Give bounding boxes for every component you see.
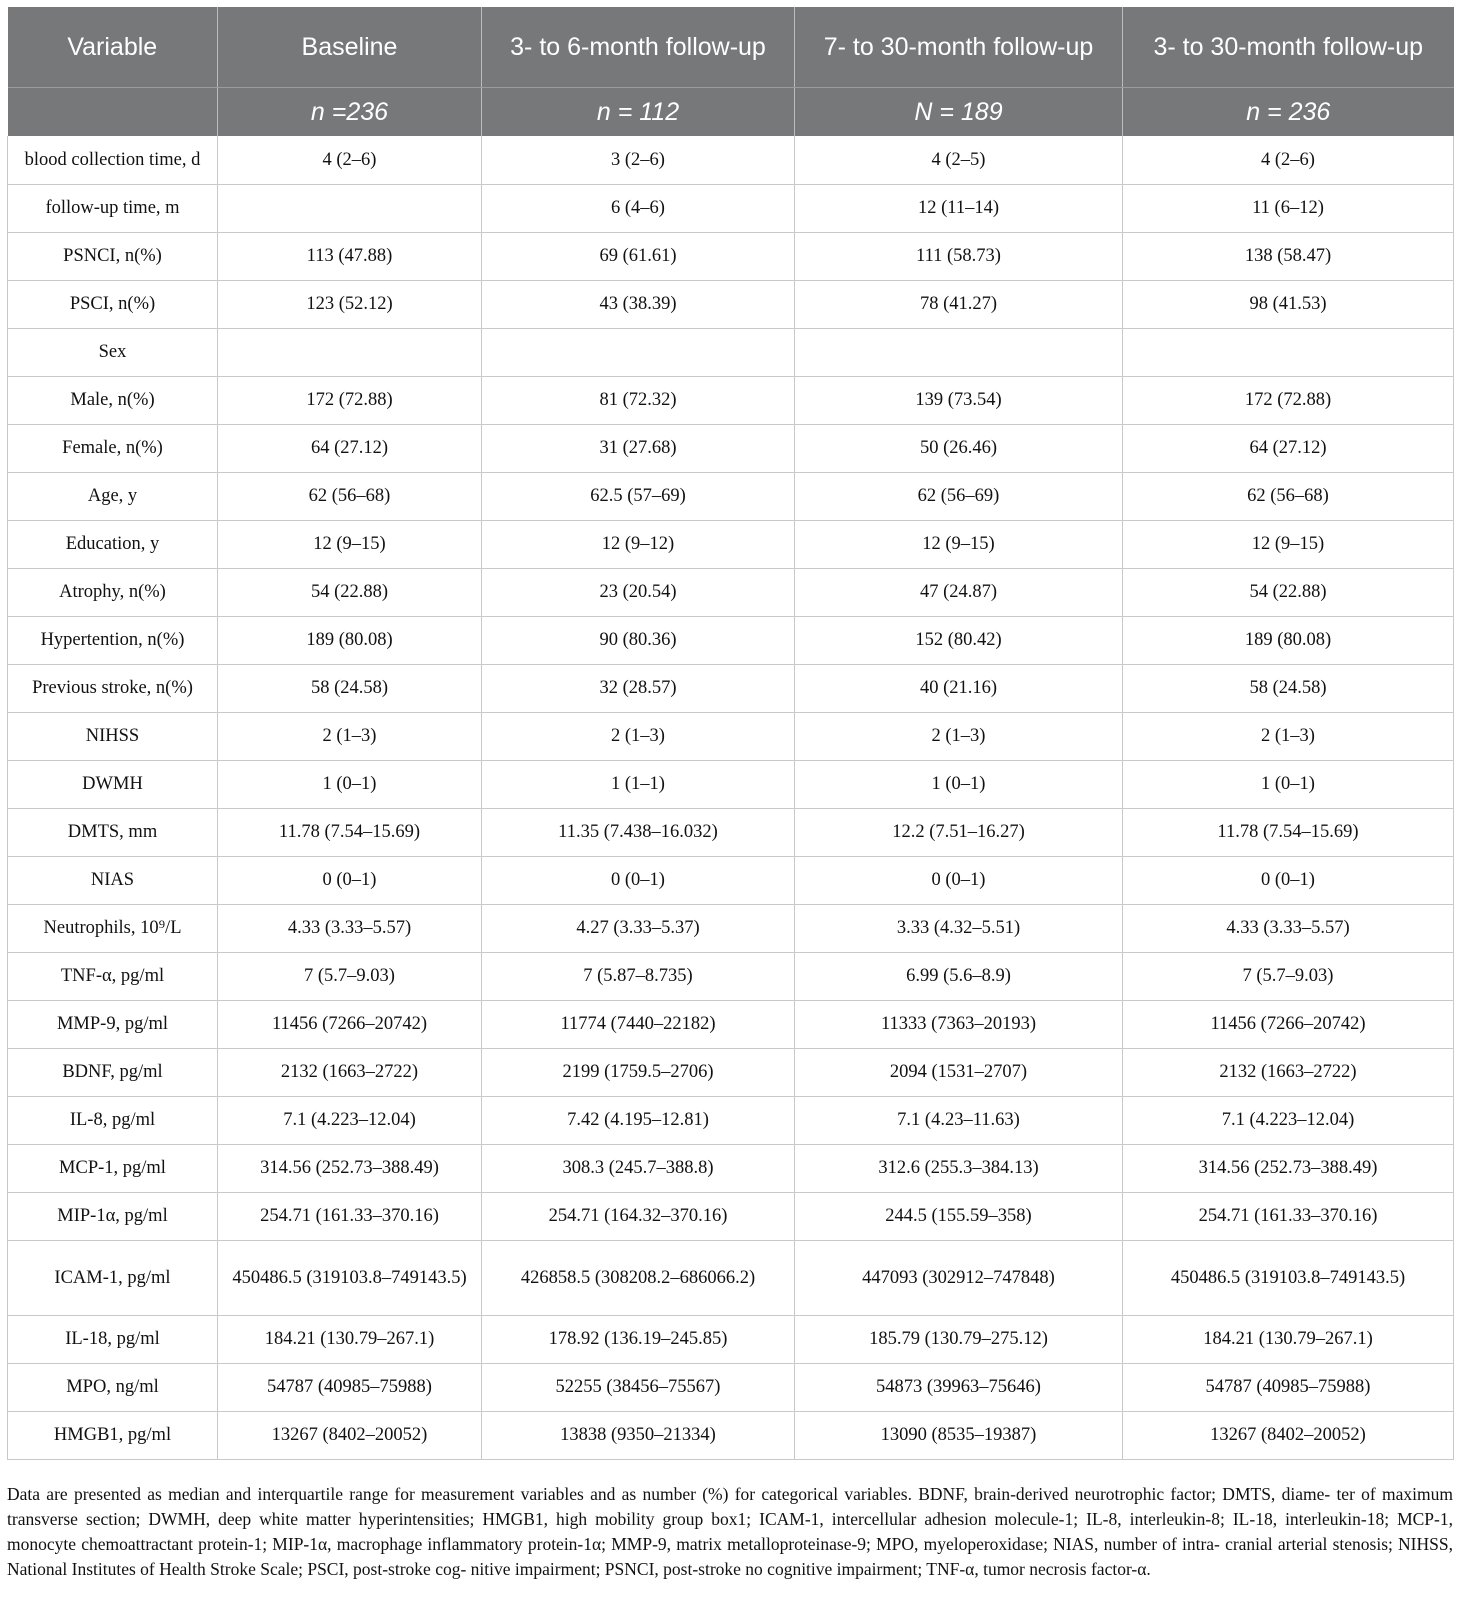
table-cell: 189 (80.08) bbox=[1123, 616, 1454, 664]
table-cell: 12 (9–15) bbox=[218, 520, 482, 568]
table-row bbox=[8, 376, 1454, 424]
table-row bbox=[8, 952, 1454, 1000]
row-label: MPO, ng/ml bbox=[8, 1363, 218, 1411]
table-row bbox=[8, 1000, 1454, 1048]
table-row bbox=[8, 1096, 1454, 1144]
table-cell: 0 (0–1) bbox=[795, 856, 1123, 904]
row-label: Female, n(%) bbox=[8, 424, 218, 472]
table-cell: 254.71 (161.33–370.16) bbox=[1123, 1192, 1454, 1240]
table-cell: 254.71 (164.32–370.16) bbox=[482, 1192, 795, 1240]
table-cell: 4.33 (3.33–5.57) bbox=[1123, 904, 1454, 952]
table-header bbox=[8, 7, 1454, 136]
table-cell: 40 (21.16) bbox=[795, 664, 1123, 712]
table-cell: 184.21 (130.79–267.1) bbox=[1123, 1315, 1454, 1363]
table-cell: 2094 (1531–2707) bbox=[795, 1048, 1123, 1096]
table-cell: 98 (41.53) bbox=[1123, 280, 1454, 328]
row-label: IL-8, pg/ml bbox=[8, 1096, 218, 1144]
table-cell: 7.1 (4.23–11.63) bbox=[795, 1096, 1123, 1144]
table-cell: 12 (9–15) bbox=[1123, 520, 1454, 568]
row-label: DMTS, mm bbox=[8, 808, 218, 856]
table-cell: 13090 (8535–19387) bbox=[795, 1411, 1123, 1459]
table-cell: 450486.5 (319103.8–749143.5) bbox=[1123, 1240, 1454, 1315]
row-label: ICAM-1, pg/ml bbox=[8, 1240, 218, 1315]
table-cell: 4 (2–5) bbox=[795, 136, 1123, 184]
column-header-3-6-month: 3- to 6-month follow-up bbox=[482, 7, 795, 88]
table-cell: 54787 (40985–75988) bbox=[218, 1363, 482, 1411]
table-row bbox=[8, 520, 1454, 568]
row-label: PSNCI, n(%) bbox=[8, 232, 218, 280]
table-cell bbox=[1123, 328, 1454, 376]
table-row bbox=[8, 664, 1454, 712]
table-cell: 314.56 (252.73–388.49) bbox=[218, 1144, 482, 1192]
table-cell: 450486.5 (319103.8–749143.5) bbox=[218, 1240, 482, 1315]
table-row bbox=[8, 808, 1454, 856]
column-header-baseline: Baseline bbox=[218, 7, 482, 88]
table-cell: 2199 (1759.5–2706) bbox=[482, 1048, 795, 1096]
table-cell: 1 (0–1) bbox=[218, 760, 482, 808]
table-cell: 123 (52.12) bbox=[218, 280, 482, 328]
row-label: Neutrophils, 10⁹/L bbox=[8, 904, 218, 952]
table-cell: 11 (6–12) bbox=[1123, 184, 1454, 232]
table-cell: 54873 (39963–75646) bbox=[795, 1363, 1123, 1411]
table-cell: 308.3 (245.7–388.8) bbox=[482, 1144, 795, 1192]
table-cell: 4 (2–6) bbox=[218, 136, 482, 184]
table-row bbox=[8, 424, 1454, 472]
table-cell: 78 (41.27) bbox=[795, 280, 1123, 328]
table-cell: 185.79 (130.79–275.12) bbox=[795, 1315, 1123, 1363]
table-cell bbox=[482, 328, 795, 376]
table-cell: 47 (24.87) bbox=[795, 568, 1123, 616]
table-cell: 62 (56–68) bbox=[218, 472, 482, 520]
table-row bbox=[8, 712, 1454, 760]
table-cell: 172 (72.88) bbox=[218, 376, 482, 424]
table-cell: 69 (61.61) bbox=[482, 232, 795, 280]
column-header-3-30-month: 3- to 30-month follow-up bbox=[1123, 7, 1454, 88]
table-cell: 113 (47.88) bbox=[218, 232, 482, 280]
table-body bbox=[8, 136, 1454, 1459]
table-cell bbox=[218, 184, 482, 232]
table-cell: 12.2 (7.51–16.27) bbox=[795, 808, 1123, 856]
table-cell: 11.35 (7.438–16.032) bbox=[482, 808, 795, 856]
row-label: Male, n(%) bbox=[8, 376, 218, 424]
table-cell: 12 (9–12) bbox=[482, 520, 795, 568]
row-label: NIAS bbox=[8, 856, 218, 904]
table-cell: 2 (1–3) bbox=[482, 712, 795, 760]
sample-size-empty-cell bbox=[8, 88, 218, 137]
column-header-7-30-month: 7- to 30-month follow-up bbox=[795, 7, 1123, 88]
table-row bbox=[8, 328, 1454, 376]
row-label: blood collection time, d bbox=[8, 136, 218, 184]
row-label: MIP-1α, pg/ml bbox=[8, 1192, 218, 1240]
table-cell: 64 (27.12) bbox=[1123, 424, 1454, 472]
row-label: Age, y bbox=[8, 472, 218, 520]
table-cell: 12 (11–14) bbox=[795, 184, 1123, 232]
table-row bbox=[8, 616, 1454, 664]
row-label: DWMH bbox=[8, 760, 218, 808]
table-cell bbox=[218, 328, 482, 376]
table-cell: 11.78 (7.54–15.69) bbox=[218, 808, 482, 856]
table-row bbox=[8, 760, 1454, 808]
table-cell: 90 (80.36) bbox=[482, 616, 795, 664]
table-cell: 23 (20.54) bbox=[482, 568, 795, 616]
table-cell: 64 (27.12) bbox=[218, 424, 482, 472]
row-label: MCP-1, pg/ml bbox=[8, 1144, 218, 1192]
row-label: TNF-α, pg/ml bbox=[8, 952, 218, 1000]
sample-size-baseline: n =236 bbox=[218, 88, 482, 137]
table-cell: 0 (0–1) bbox=[218, 856, 482, 904]
table-cell: 11333 (7363–20193) bbox=[795, 1000, 1123, 1048]
table-row bbox=[8, 1411, 1454, 1459]
table-cell bbox=[795, 328, 1123, 376]
row-label: Atrophy, n(%) bbox=[8, 568, 218, 616]
table-cell: 13267 (8402–20052) bbox=[218, 1411, 482, 1459]
table-cell: 7.42 (4.195–12.81) bbox=[482, 1096, 795, 1144]
header-row bbox=[8, 7, 1454, 88]
table-cell: 4 (2–6) bbox=[1123, 136, 1454, 184]
table-cell: 178.92 (136.19–245.85) bbox=[482, 1315, 795, 1363]
table-cell: 3.33 (4.32–5.51) bbox=[795, 904, 1123, 952]
table-cell: 52255 (38456–75567) bbox=[482, 1363, 795, 1411]
sample-size-3-6-month: n = 112 bbox=[482, 88, 795, 137]
table-cell: 43 (38.39) bbox=[482, 280, 795, 328]
table-cell: 3 (2–6) bbox=[482, 136, 795, 184]
sample-size-row bbox=[8, 88, 1454, 137]
column-header-variable: Variable bbox=[8, 7, 218, 88]
table-cell: 6 (4–6) bbox=[482, 184, 795, 232]
row-label: HMGB1, pg/ml bbox=[8, 1411, 218, 1459]
table-cell: 31 (27.68) bbox=[482, 424, 795, 472]
table-cell: 2 (1–3) bbox=[795, 712, 1123, 760]
table-footnote: Data are presented as median and interquartile range for measurement variables and as number (%) for categorical variables. BDNF, brain-derived neurotrophic factor; DMTS, diame- ter of maximum transverse section; DWMH, deep white matter hyperintensities; HMGB1, high mobility group box1; ICAM-1, intercellular adhesion molecule-1; IL-8, interleukin-8; IL-18, interleukin-18; MCP-1, monocyte chemoattractant protein-1; MIP-1α, macrophage inflammatory protein-1α; MMP-9, matrix metalloproteinase-9; MPO, myeloperoxidase; NIAS, number of intra- cranial arterial stenosis; NIHSS, National Institutes of Health Stroke Scale; PSCI, post-stroke cog- nitive impairment; PSNCI, post-stroke no cognitive impairment; TNF-α, tumor necrosis factor-α. bbox=[7, 1484, 1453, 1579]
table-row bbox=[8, 1315, 1454, 1363]
table-cell: 54 (22.88) bbox=[1123, 568, 1454, 616]
table-cell: 1 (0–1) bbox=[795, 760, 1123, 808]
table-cell: 50 (26.46) bbox=[795, 424, 1123, 472]
table-cell: 58 (24.58) bbox=[1123, 664, 1454, 712]
table-row bbox=[8, 280, 1454, 328]
table-cell: 244.5 (155.59–358) bbox=[795, 1192, 1123, 1240]
baseline-characteristics-table bbox=[7, 7, 1454, 1460]
table-cell: 11456 (7266–20742) bbox=[1123, 1000, 1454, 1048]
row-label: Sex bbox=[8, 328, 218, 376]
table-cell: 7.1 (4.223–12.04) bbox=[1123, 1096, 1454, 1144]
table-row bbox=[8, 1048, 1454, 1096]
table-cell: 138 (58.47) bbox=[1123, 232, 1454, 280]
table-cell: 32 (28.57) bbox=[482, 664, 795, 712]
table-cell: 62.5 (57–69) bbox=[482, 472, 795, 520]
table-cell: 62 (56–68) bbox=[1123, 472, 1454, 520]
row-label: BDNF, pg/ml bbox=[8, 1048, 218, 1096]
sample-size-7-30-month: N = 189 bbox=[795, 88, 1123, 137]
table-cell: 11456 (7266–20742) bbox=[218, 1000, 482, 1048]
table-row bbox=[8, 904, 1454, 952]
table-cell: 54787 (40985–75988) bbox=[1123, 1363, 1454, 1411]
table-row bbox=[8, 568, 1454, 616]
table-cell: 139 (73.54) bbox=[795, 376, 1123, 424]
row-label: IL-18, pg/ml bbox=[8, 1315, 218, 1363]
table-cell: 12 (9–15) bbox=[795, 520, 1123, 568]
table-cell: 13838 (9350–21334) bbox=[482, 1411, 795, 1459]
sample-size-3-30-month: n = 236 bbox=[1123, 88, 1454, 137]
table-row bbox=[8, 1363, 1454, 1411]
table-cell: 152 (80.42) bbox=[795, 616, 1123, 664]
table-row bbox=[8, 1144, 1454, 1192]
table-cell: 184.21 (130.79–267.1) bbox=[218, 1315, 482, 1363]
table-cell: 2 (1–3) bbox=[1123, 712, 1454, 760]
table-cell: 7 (5.7–9.03) bbox=[218, 952, 482, 1000]
table-cell: 4.33 (3.33–5.57) bbox=[218, 904, 482, 952]
table-cell: 254.71 (161.33–370.16) bbox=[218, 1192, 482, 1240]
table-cell: 7.1 (4.223–12.04) bbox=[218, 1096, 482, 1144]
table-cell: 6.99 (5.6–8.9) bbox=[795, 952, 1123, 1000]
table-cell: 7 (5.87–8.735) bbox=[482, 952, 795, 1000]
table-row bbox=[8, 472, 1454, 520]
table-cell: 1 (0–1) bbox=[1123, 760, 1454, 808]
row-label: PSCI, n(%) bbox=[8, 280, 218, 328]
table-row bbox=[8, 136, 1454, 184]
table-row bbox=[8, 184, 1454, 232]
table-cell: 62 (56–69) bbox=[795, 472, 1123, 520]
table-cell: 7 (5.7–9.03) bbox=[1123, 952, 1454, 1000]
table-cell: 2 (1–3) bbox=[218, 712, 482, 760]
table-cell: 172 (72.88) bbox=[1123, 376, 1454, 424]
row-label: follow-up time, m bbox=[8, 184, 218, 232]
table-cell: 189 (80.08) bbox=[218, 616, 482, 664]
table-cell: 447093 (302912–747848) bbox=[795, 1240, 1123, 1315]
table-cell: 11.78 (7.54–15.69) bbox=[1123, 808, 1454, 856]
table-cell: 11774 (7440–22182) bbox=[482, 1000, 795, 1048]
table-cell: 54 (22.88) bbox=[218, 568, 482, 616]
table-cell: 2132 (1663–2722) bbox=[1123, 1048, 1454, 1096]
table-cell: 314.56 (252.73–388.49) bbox=[1123, 1144, 1454, 1192]
table-cell: 426858.5 (308208.2–686066.2) bbox=[482, 1240, 795, 1315]
table-cell: 4.27 (3.33–5.37) bbox=[482, 904, 795, 952]
row-label: Hypertention, n(%) bbox=[8, 616, 218, 664]
table-cell: 81 (72.32) bbox=[482, 376, 795, 424]
table-cell: 312.6 (255.3–384.13) bbox=[795, 1144, 1123, 1192]
table-cell: 58 (24.58) bbox=[218, 664, 482, 712]
row-label: Previous stroke, n(%) bbox=[8, 664, 218, 712]
table-row bbox=[8, 856, 1454, 904]
table-cell: 1 (1–1) bbox=[482, 760, 795, 808]
table-row bbox=[8, 1192, 1454, 1240]
row-label: MMP-9, pg/ml bbox=[8, 1000, 218, 1048]
row-label: NIHSS bbox=[8, 712, 218, 760]
table-cell: 111 (58.73) bbox=[795, 232, 1123, 280]
table-row bbox=[8, 232, 1454, 280]
table-cell: 0 (0–1) bbox=[482, 856, 795, 904]
data-table-container bbox=[7, 7, 1453, 1460]
table-cell: 13267 (8402–20052) bbox=[1123, 1411, 1454, 1459]
row-label: Education, y bbox=[8, 520, 218, 568]
table-cell: 0 (0–1) bbox=[1123, 856, 1454, 904]
table-row bbox=[8, 1240, 1454, 1315]
table-cell: 2132 (1663–2722) bbox=[218, 1048, 482, 1096]
